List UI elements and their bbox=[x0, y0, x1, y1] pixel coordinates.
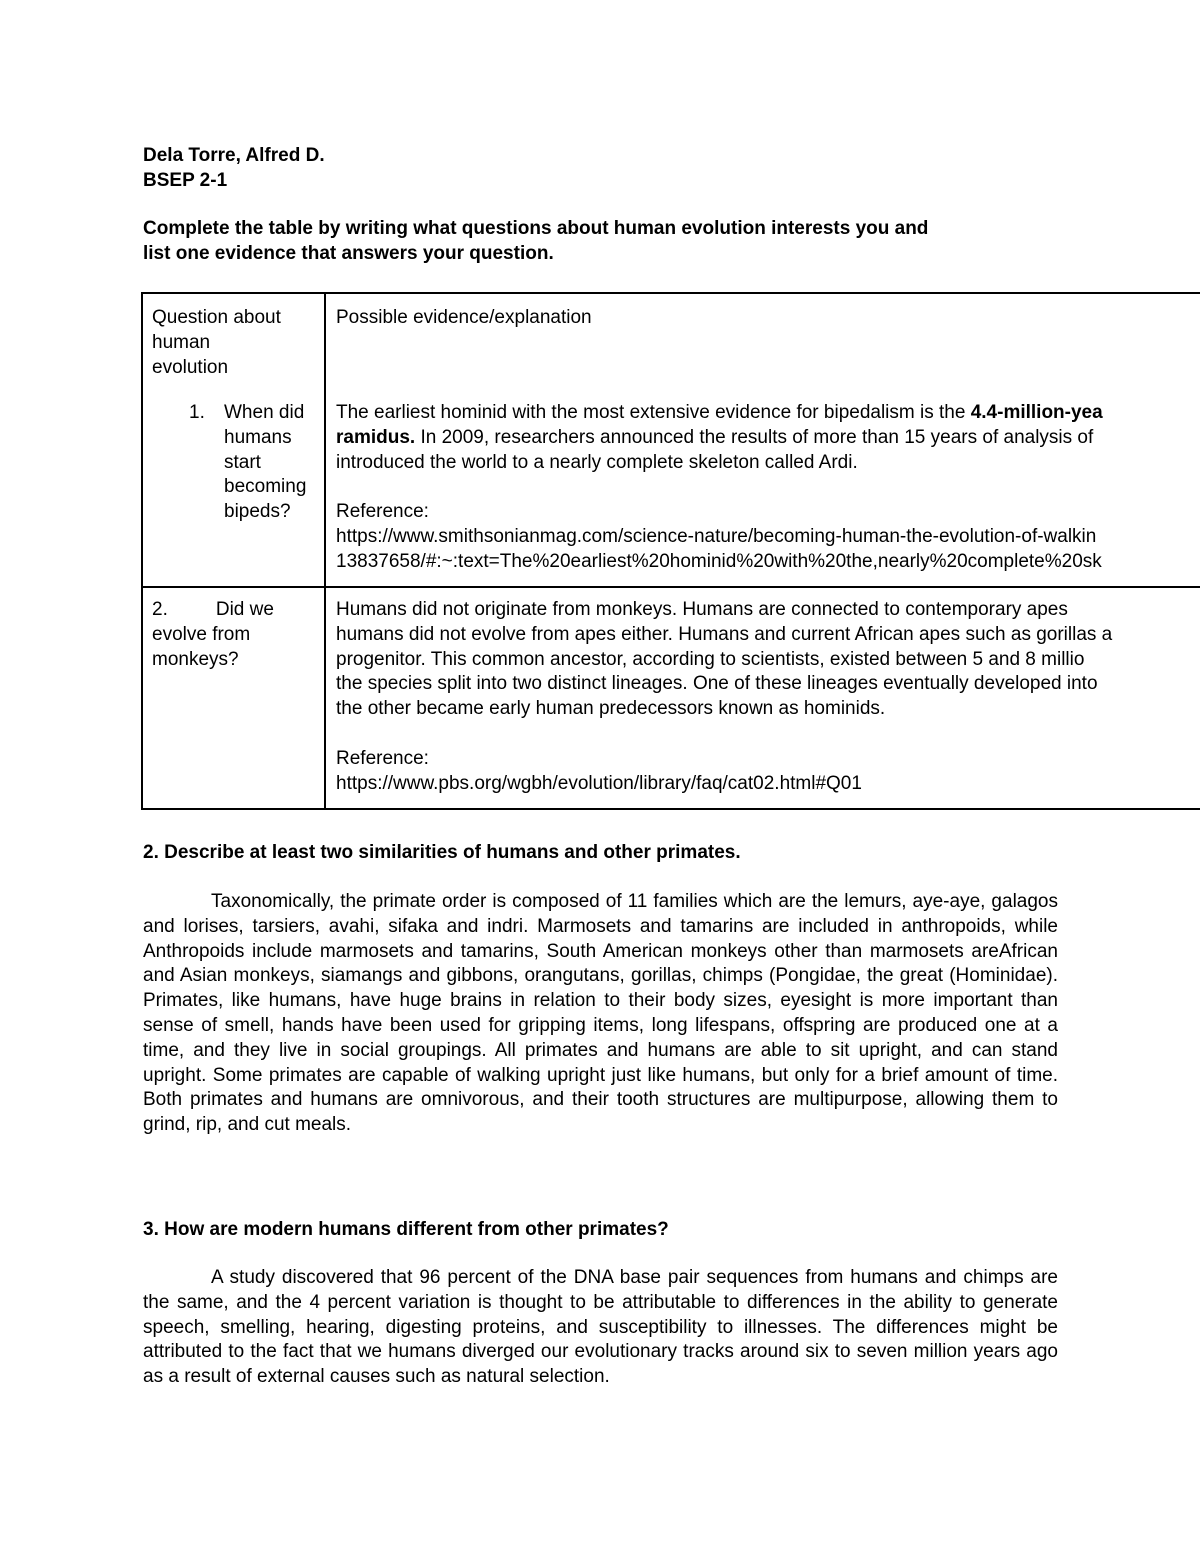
section3-title: 3. How are modern humans different from other primates? bbox=[143, 1219, 669, 1240]
table-border-left bbox=[141, 292, 143, 810]
table-header-evidence: Possible evidence/explanation bbox=[336, 307, 592, 328]
row2-evidence: Humans did not originate from monkeys. Humans are connected to contemporary apes humans did not evolve from apes either. Humans and current African apes such as gorillas a progenitor. This common ancestor, according to scientists, existed between 5 and 8 millio the species split into two distinct lineages. One of these lineages eventually developed into the other became early human predecessors known as hominids. Reference: https://www.pbs.org/wgbh/evolution/library/faq/cat02.html#Q01 bbox=[336, 598, 1112, 796]
row1-reference-url-1: https://www.smithsonianmag.com/science-nature/becoming-human-the-evolution-of-walkin bbox=[336, 525, 1097, 547]
row1-evidence bbox=[336, 401, 1103, 575]
section2-paragraph: Taxonomically, the primate order is composed of 11 families which are the lemurs, aye-aye, galagos and lorises, tarsiers, avahi, sifaka and indri. Marmosets and tamarins are included in anthropoids, while Anthropoids include marmosets and tamarins, South American monkeys other than marmosets areAfrican and Asian monkeys, siamangs and gibbons, orangutans, gorillas, chimps (Pongidae, the great (Hominidae). Primates, like humans, have huge brains in relation to their body sizes, eyesight is more important than sense of smell, hands have been used for gripping items, long lifespans, offspring are produced one at a time, and they live in social groupings. All primates and humans are able to sit upright, and can stand upright. Some primates are capable of walking upright just like humans, but only for a brief amount of time. Both primates and humans are omnivorous, and their tooth structures are multipurpose, allowing them to grind, rip, and cut meals. bbox=[143, 891, 1058, 1136]
instructions-line-2: list one evidence that answers your question. bbox=[143, 243, 554, 264]
instructions-line-1: Complete the table by writing what questions about human evolution interests you and bbox=[143, 218, 929, 239]
row2-reference-url: https://www.pbs.org/wgbh/evolution/library/faq/cat02.html#Q01 bbox=[336, 772, 862, 794]
row1-question: When did humans start becoming bipeds? bbox=[224, 402, 307, 523]
table-border-top bbox=[141, 292, 1200, 294]
student-section: BSEP 2-1 bbox=[143, 170, 228, 191]
evidence-table bbox=[141, 292, 1200, 810]
row1-text-line3: introduced the world to a nearly complete skeleton called Ardi. bbox=[336, 451, 858, 473]
row1-text-line1: The earliest hominid with the most extensive evidence for bipedalism is the bbox=[336, 402, 971, 423]
row1-text-line2: In 2009, researchers announced the results of more than 15 years of analysis of bbox=[415, 426, 1094, 448]
table-border-bottom bbox=[141, 808, 1200, 810]
row2-reference-label: Reference: bbox=[336, 747, 429, 769]
table-column-divider bbox=[324, 292, 326, 810]
row1-bold-species: ramidus. bbox=[336, 426, 416, 448]
row1-reference-url-2: 13837658/#:~:text=The%20earliest%20hominid%20with%20the,nearly%20complete%20sk bbox=[336, 550, 1102, 572]
table-header-question: Question about human evolution bbox=[152, 307, 281, 378]
row2-number: 2. bbox=[152, 599, 168, 620]
row2-question: 2. Did we evolve from monkeys? bbox=[152, 599, 274, 670]
instructions bbox=[143, 216, 1073, 266]
row1-number: 1. bbox=[189, 402, 205, 423]
section2-title: 2. Describe at least two similarities of humans and other primates. bbox=[143, 842, 741, 863]
student-name: Dela Torre, Alfred D. bbox=[143, 145, 325, 166]
table-row-divider-1 bbox=[141, 586, 1200, 588]
row1-bold-age: 4.4-million-yea bbox=[970, 402, 1103, 423]
section3-paragraph: A study discovered that 96 percent of the DNA base pair sequences from humans and chimps are the same, and the 4 percent variation is thought to be attributable to differences in the ability to generate speech, smelling, hearing, digesting proteins, and susceptibility to illnesses. The differences might be attributed to the fact that we humans diverged our evolutionary tracks around six to seven million years ago as a result of external causes such as natural selection. bbox=[143, 1267, 1058, 1388]
row1-reference-label: Reference: bbox=[336, 501, 429, 523]
